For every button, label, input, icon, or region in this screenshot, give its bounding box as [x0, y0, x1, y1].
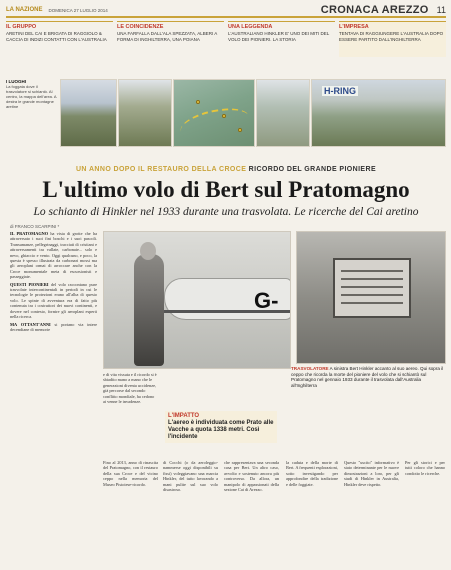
- body-column-7: Per gli storici e per tutti coloro che hanno condotto le ricerche.: [405, 460, 445, 476]
- caption-text: A sinistra Bert Hinkler accanto al suo aereo. Qui sopra il ceppo che ricorda la morte del pioniere del volo che si schiantò sul Pratomagno nel gennaio 1933 durante il trasvolata dall'Australia all'Inghilterra: [291, 366, 444, 388]
- paragraph: [10, 322, 97, 333]
- hinkler-with-plane-photo: [103, 231, 291, 369]
- body-column-1: [10, 231, 97, 561]
- photo-caption: [291, 366, 446, 388]
- map-pin-icon: [196, 100, 200, 104]
- kicker-part-2: RICORDO DEL GRANDE PIONIERE: [248, 166, 377, 173]
- hring-label: H-RING: [324, 86, 356, 96]
- body-column-2: Fino al 2013, anno di rinascita del Pratomagno, con il restauro della sua Croce e del vicino ceppo nella memoria del Museo Pistoiese-ricordo.: [103, 460, 158, 487]
- section-title: CRONACA AREZZO: [320, 4, 429, 16]
- teaser-text: UNA FARFALLA DALL'ALA SPEZZATA, ALBERI A FORMA DI INGHILTERRA, UNA POIANA: [117, 31, 217, 42]
- impatto-kicker: L'IMPATTO: [168, 413, 200, 419]
- teaser-coincidenze: [117, 21, 224, 57]
- teaser-text: TENTAVA DI RAGGIUNGERE L'AUSTRALIA DOPO ESSERE PARTITO DALL'INGHILTERRA: [339, 31, 444, 42]
- impatto-text: L'aereo è individuata come Prato alle Vacche a quota 1338 metri. Così l'incidente: [168, 420, 274, 440]
- teaser-kicker: LE COINCIDENZE: [117, 24, 164, 30]
- page-number: 11: [436, 5, 446, 15]
- plane-registration: G-: [254, 288, 279, 313]
- article-headline: L'ultimo volo di Bert sul Pratomagno: [42, 177, 410, 202]
- teaser-text: ARETINI DEL CAI E BRIGATA DI RAGGIOLO & CACCIA DI INDIZI CONTATTI CON L'AUSTRALIA: [6, 31, 107, 42]
- area-map-photo: [173, 79, 255, 147]
- teaser-kicker: UNA LEGGENDA: [228, 24, 273, 30]
- paragraph-text: ha vista di grotte che ha attraversato i suoi fini boschi e i suoi pascoli. Transumanze, pellegrinaggi, tracciati di cristiani e attraversamenti tra vallate, carbonaie... solo e nevo, ghiaccio e vento. Oggi qualcuno, e poco, la questa è spesso illustrata da carbonari mossi ma gli aeroplani ormai di arroccare anche con la Croce monumentale meta di escursionisti e passeggiate.: [10, 231, 97, 280]
- places-caption: [6, 79, 58, 109]
- masthead: [6, 4, 446, 18]
- body-column-6: Questo "uscito" informativo è stato determinante per le nuove dimostrazioni a loro, per gli studi di Hinkler in Australia, Hinkler deve rispetto.: [344, 460, 399, 487]
- teaser-text: L'AUSTRALIANO HINKLER E' UNO DEI MITI DEL VOLO DEI PIONIERI. LA STORIA: [228, 31, 330, 42]
- paragraph-text: del volo raccontano pure trasvolate intercontinentali in periodi in cui le tecnologie le protezioni erano all'alba di questo volo. Le spinte di avventura era di fatto più contenuta tra i costruttori dei nuovi continenti, e dovere nel contesto, fornire gli aeroplani esperti nella ricerca.: [10, 281, 97, 320]
- trail-line: [178, 103, 252, 145]
- impatto-box: [165, 411, 277, 443]
- paragraph-text: si portano via intere decendiane di memorie: [10, 321, 97, 332]
- article-subhead: Lo schianto di Hinkler nel 1933 durante una trasvolata. Le ricerche del Cai aretino: [33, 206, 419, 218]
- photo-strip: [6, 79, 446, 147]
- paragraph-lead: MA OTTANT'ANNI: [10, 321, 51, 327]
- aviator-head: [140, 242, 156, 260]
- paper-name: LA NAZIONE: [6, 7, 43, 13]
- paragraph: [10, 282, 97, 320]
- teaser-gruppo: [6, 21, 113, 57]
- article-kicker: [6, 166, 446, 173]
- paragraph-lead: IL PRATOMAGNO: [10, 231, 49, 236]
- memorial-plaque: [333, 258, 411, 318]
- teaser-leggenda: [228, 21, 335, 57]
- paragraph-lead: QUESTI PIONIERI: [10, 281, 49, 287]
- caption-label: TRASVOLATORE: [291, 366, 329, 371]
- body-column-3: di Cocchi (o da aeroleggio-nammerse oggi disponibili su fissi) voleggiavano una marcia Hinkler, del tutto lavorando a mani pulite sul suo volo disastroso.: [163, 460, 218, 493]
- article-byline: di FRANCO SCARPINI *: [10, 224, 60, 229]
- teaser-kicker: IL GRUPPO: [6, 24, 37, 30]
- teaser-strip: [6, 21, 446, 57]
- body-column-5: la caduta e della morte di Bert. A frequenti esplorazioni, sotto investigando per approfondire della tradizione e delle foggiate.: [286, 460, 338, 487]
- body-snippet: e di vita vissuta e il ricordo si è sbiadito mano a mano che le generazioni diventa uccidenze, già percorse dal secondo conflitto mondiale, ha cedono ai venne le invadenze.: [103, 372, 157, 405]
- issue-date: DOMENICA 27 LUGLIO 2014: [48, 7, 108, 13]
- mountain-photo-2: [118, 79, 172, 147]
- teaser-kicker: L'IMPRESA: [339, 24, 369, 30]
- places-caption-text: La foggata dove il trasvolatore si schiantò. Al centro, la mappa dell'area. A destra le grande montagne aretine: [6, 84, 57, 109]
- mountain-photo-3: [256, 79, 310, 147]
- body-column-4: che rappresentava una seconda casa per Bert. Un altro caso, avvolto e sostenuto ancora più controverso. Da allora, un manipolo di appassionati della sezione Cai di Arezzo.: [224, 460, 279, 493]
- map-pin-icon: [222, 114, 226, 118]
- mountain-photo-1: [60, 79, 117, 147]
- paragraph: [10, 231, 97, 280]
- memorial-plaque-photo: [296, 231, 446, 364]
- map-pin-icon: [238, 128, 242, 132]
- places-caption-title: I LUOGHI: [6, 79, 26, 84]
- kicker-part-1: UN ANNO DOPO IL RESTAURO DELLA CROCE: [75, 166, 247, 173]
- hring-photo: [311, 79, 446, 147]
- aviator-figure: [134, 254, 164, 366]
- teaser-impresa: [339, 21, 446, 57]
